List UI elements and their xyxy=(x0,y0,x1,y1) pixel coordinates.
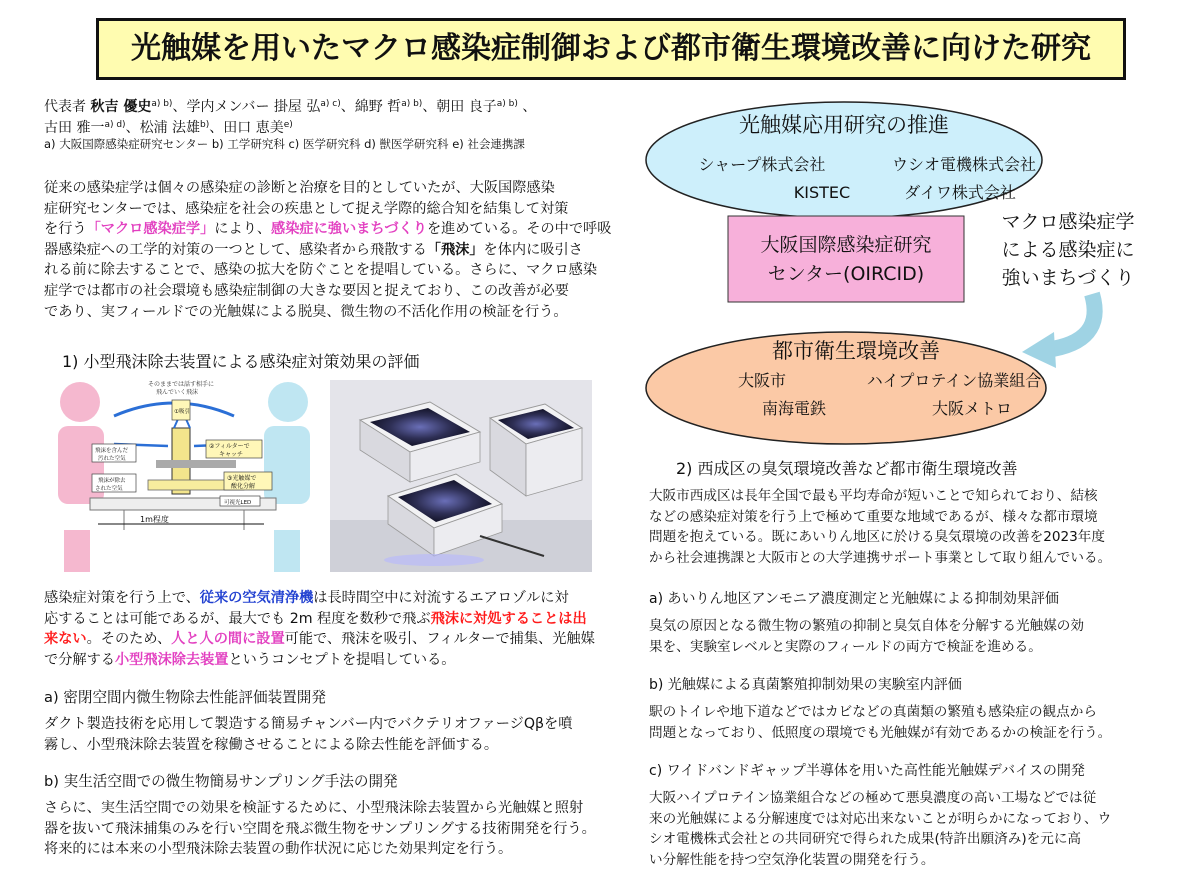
page-title: 光触媒を用いたマクロ感染症制御および都市衛生環境改善に向けた研究 xyxy=(96,18,1126,80)
svg-text:①吸引: ①吸引 xyxy=(174,409,190,415)
svg-text:飛んでいく飛沫: 飛んでいく飛沫 xyxy=(156,389,199,396)
svg-text:キャッチ: キャッチ xyxy=(219,451,244,458)
svg-text:ウシオ電機株式会社: ウシオ電機株式会社 xyxy=(891,155,1037,174)
droplet-device-illustration xyxy=(44,380,324,572)
svg-text:シャープ株式会社: シャープ株式会社 xyxy=(698,155,826,174)
svg-text:酸化分解: 酸化分解 xyxy=(231,483,256,490)
section2-intro: 大阪市西成区は長年全国で最も平均寿命が短いことで知られており、結核 などの感染症対策を行う上で極めて重要な地域であるが、様々な都市環境 問題を抱えている。既にあいりん地区に於ける臭気環境の改善を2023年度 から社会連携課と大阪市との大学連携サポート事業として取り組んでいる。 xyxy=(649,488,1112,566)
section1-sub-b-body: さらに、実生活空間での効果を検証するために、小型飛沫除去装置から光触媒と照射 器を抜いて飛沫捕集のみを行い空間を飛ぶ微生物をサンプリングする技術開発を行う。 将来的には本来の小型飛沫除去装置の動作状況に応じた効果判定を行う。 xyxy=(44,800,596,858)
center-box xyxy=(728,216,964,302)
svg-text:センター(OIRCID): センター(OIRCID) xyxy=(767,263,925,285)
svg-text:③光触媒で: ③光触媒で xyxy=(227,475,257,482)
left-person-head xyxy=(60,382,100,422)
section1-body: 感染症対策を行う上で、従来の空気清浄機は長時間空中に対流するエアロゾルに対 応することは可能であるが、最大でも 2m 程度を数秒で飛ぶ飛沫に対処することは出 来ない。そのため、人と人の間に設置可能で、飛沫を吸引、フィルターで捕集、光触媒 で分解する小型飛沫除去装置というコンセプトを提唱している。 xyxy=(44,590,595,668)
section2-sub-b-body: 駅のトイレや地下道などではカビなどの真菌類の繁殖も感染症の観点から 問題となっており、低照度の環境でも光触媒が有効であるかの検証を行う。 xyxy=(649,704,1112,741)
section2-sub-a-heading: a) あいりん地区アンモニア濃度測定と光触媒による抑制効果評価 xyxy=(649,591,1059,607)
bottom-ellipse-title: 都市衛生環境改善 xyxy=(772,339,940,363)
intro-paragraph: 従来の感染症学は個々の感染症の診断と治療を目的としていたが、大阪国際感染 症研究センターでは、感染症を社会の疾患として捉え学際的総合知を結集して対策 を行う「マクロ感染症学」により、感染症に強いまちづくりを進めている。その中で呼吸 器感染症への工学的対策の一つとして、感染者から飛散する「飛沫」を体内に吸引さ れる前に除去することで、感染の拡大を防ぐことを提唱している。さらに、マクロ感染 症学では都市の社会環境も感染症制御の大きな要因と捉えており、この改善が必要 であり、実フィールドでの光触媒による脱臭、微生物の不活化作用の検証を行う。 xyxy=(44,180,612,320)
section2-heading: 2) 西成区の臭気環境改善など都市衛生環境改善 xyxy=(676,459,1018,478)
svg-text:飛沫が除去: 飛沫が除去 xyxy=(98,478,126,484)
svg-text:ダイワ株式会社: ダイワ株式会社 xyxy=(904,183,1016,202)
section1-sub-b-heading: b) 実生活空間での微生物簡易サンプリング手法の開発 xyxy=(44,773,398,790)
right-person-body xyxy=(264,426,310,504)
svg-text:可視光LED: 可視光LED xyxy=(224,500,252,506)
side-note-line2: による感染症に xyxy=(1001,239,1135,261)
svg-text:1m程度: 1m程度 xyxy=(140,515,169,524)
device-photo xyxy=(330,380,592,572)
svg-text:ハイプロテイン協業組合: ハイプロテイン協業組合 xyxy=(866,371,1042,390)
authors-line-1: 代表者 秋吉 優史$^{a) b)}$、学内メンバー 掛屋 弘$^{a) c)}$、綿野 哲$^{a) b)}$、朝田 良子$^{a) b)}$ 、 xyxy=(44,99,537,115)
side-note-line1: マクロ感染症学 xyxy=(1001,211,1135,233)
section2-sub-c-heading: c) ワイドバンドギャップ半導体を用いた高性能光触媒デバイスの開発 xyxy=(649,763,1085,779)
section1-sub-a-heading: a) 密閉空間内微生物除去性能評価装置開発 xyxy=(44,689,326,706)
lead-author: 秋吉 優史 xyxy=(90,99,152,115)
svg-text:飛沫を含んだ: 飛沫を含んだ xyxy=(95,448,129,454)
svg-text:そのままでは話す相手に: そのままでは話す相手に xyxy=(148,381,215,388)
svg-text:大阪メトロ: 大阪メトロ xyxy=(931,399,1013,418)
svg-text:大阪市: 大阪市 xyxy=(737,371,787,390)
svg-text:大阪国際感染症研究: 大阪国際感染症研究 xyxy=(760,234,932,256)
svg-text:された空気: された空気 xyxy=(95,486,123,492)
section2-sub-c-body: 大阪ハイプロテイン協業組合などの極めて悪臭濃度の高い工場などでは従 来の光触媒による分解速度では対応出来ないことが明らかになっており、ウ シオ電機株式会社との共同研究で得られた成果(特許出願済み)を元に高 い分解性能を持つ空気浄化装置の開発を行う。 xyxy=(649,790,1112,868)
collaboration-diagram xyxy=(636,96,1196,446)
svg-text:KISTEC: KISTEC xyxy=(793,183,851,202)
section2-sub-b-heading: b) 光触媒による真菌繁殖抑制効果の実験室内評価 xyxy=(649,677,962,693)
authors-line-2: 古田 雅一$^{a) d)}$、松浦 法雄$^{b)}$、田口 恵美$^{e)}$ xyxy=(44,120,293,136)
section1-sub-a-body: ダクト製造技術を応用して製造する簡易チャンバー内でバクテリオファージQβを噴 霧し、小型飛沫除去装置を稼働させることによる除去性能を評価する。 xyxy=(44,716,573,753)
svg-text:南海電鉄: 南海電鉄 xyxy=(761,399,827,418)
top-ellipse-title: 光触媒応用研究の推進 xyxy=(739,113,949,137)
section2-sub-a-body: 臭気の原因となる微生物の繁殖の抑制と臭気自体を分解する光触媒の効 果を、実験室レベルと実際のフィールドの両方で検証を進める。 xyxy=(649,618,1084,655)
svg-text:汚れた空気: 汚れた空気 xyxy=(98,456,126,462)
affiliations: a) 大阪国際感染症研究センター b) 工学研究科 c) 医学研究科 d) 獣医学研究科 e) 社会連携課 xyxy=(44,137,525,151)
right-person-head xyxy=(268,382,308,422)
section1-heading: 1) 小型飛沫除去装置による感染症対策効果の評価 xyxy=(62,352,420,371)
svg-text:②フィルターで: ②フィルターで xyxy=(209,443,250,450)
side-note-line3: 強いまちづくり xyxy=(1001,267,1135,289)
